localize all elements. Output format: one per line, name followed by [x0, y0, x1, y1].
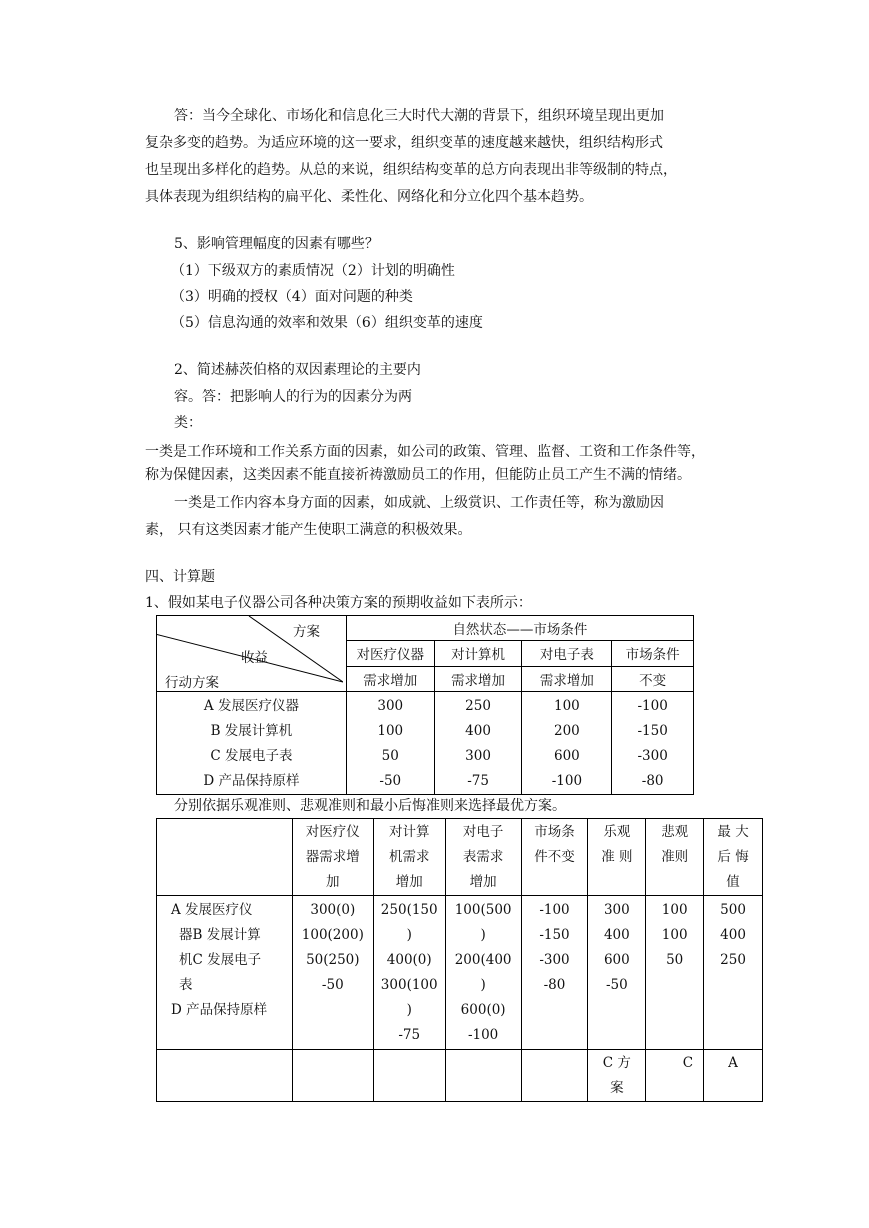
table-cell: 200(400: [454, 952, 512, 968]
table-cell: 250: [720, 952, 746, 968]
result-text: C: [682, 1055, 694, 1071]
q2-line-2: 容。答：把影响人的行为的因素分为两: [174, 389, 412, 405]
table-cell: -150: [539, 927, 570, 943]
result-text: 案: [610, 1080, 624, 1096]
corner-cell: [157, 616, 347, 692]
result-empty-cell: [373, 1050, 445, 1102]
header-text: 增加: [469, 874, 497, 890]
row-name-b: B 发展计算机: [210, 723, 293, 739]
t2-header-2: [373, 819, 445, 896]
table-cell: 100: [661, 902, 688, 918]
header-text: 对电子: [462, 824, 504, 840]
q5-item-3: （5）信息沟通的效率和效果（6）组织变革的速度: [171, 315, 483, 331]
col-header-1b: 需求增加: [346, 666, 434, 691]
row-name-d: D 产品保持原样: [203, 773, 300, 789]
table-cell: 50: [666, 952, 684, 968]
header-text: 加: [326, 874, 340, 890]
result-optimistic: [588, 1050, 646, 1102]
table-cell: ): [406, 1002, 412, 1018]
header-text: 对医疗仪: [305, 824, 360, 840]
q5-item-1: （1）下级双方的素质情况（2）计划的明确性: [171, 263, 455, 279]
t2-header-optimistic: [588, 819, 646, 896]
col4-values: [612, 692, 694, 795]
result-text: C 方: [602, 1055, 631, 1071]
q2-line-3: 类：: [174, 415, 202, 431]
row-name: A 发展医疗仪: [171, 902, 253, 918]
q2-body-1: 一类是工作环境和工作关系方面的因素，如公司的政策、管理、监督、工资和工作条件等，: [145, 444, 705, 460]
t2-col-pessimistic: [646, 896, 704, 1050]
result-regret: [704, 1050, 763, 1102]
q2-line-1: 2、简述赫茨伯格的双因素理论的主要内: [174, 362, 421, 378]
section-title: 四、计算题: [145, 569, 215, 585]
table-cell: -80: [543, 977, 566, 993]
col-header-2a: 对计算机: [434, 641, 522, 666]
table-cell: 100(200): [301, 927, 364, 943]
header-text: 表需求: [462, 849, 504, 865]
t2-col2: [373, 896, 445, 1050]
q5-title: 5、影响管理幅度的因素有哪些？: [174, 236, 379, 252]
row-name-a: A 发展医疗仪器: [203, 698, 299, 714]
table-cell: -80: [641, 773, 664, 789]
col3-values: [522, 692, 612, 795]
table-cell: 400: [720, 927, 746, 943]
col-header-3b: 需求增加: [522, 666, 612, 691]
table-cell: 400: [465, 723, 491, 739]
t2-header-regret: [704, 819, 763, 896]
row-name: 机C 发展电子: [179, 952, 262, 968]
table-cell: 250(150: [380, 902, 438, 918]
result-empty-cell: [445, 1050, 521, 1102]
table-cell: 100: [553, 698, 580, 714]
table-cell: -150: [637, 723, 668, 739]
col-header-3a: 对电子表: [522, 641, 612, 666]
table-cell: -100: [551, 773, 583, 789]
table-cell: ): [480, 927, 486, 943]
t2-col-optimistic: [588, 896, 646, 1050]
header-text: 悲观: [661, 824, 689, 840]
table-cell: -50: [605, 977, 628, 993]
t2-col-regret: [704, 896, 763, 1050]
t2-row-names: [157, 896, 293, 1050]
corner-mid-label: 收益: [241, 650, 268, 666]
table-cell: -100: [637, 698, 668, 714]
result-empty-cell: [157, 1050, 293, 1102]
t2-col4: [521, 896, 588, 1050]
state-header: 自然状态——市场条件: [346, 616, 693, 641]
col2-values: [434, 692, 522, 795]
result-empty-cell: [292, 1050, 373, 1102]
table-cell: -300: [539, 952, 570, 968]
t2-col3: [445, 896, 521, 1050]
col-header-4b: 不变: [612, 666, 694, 691]
table-cell: 600(0): [460, 1002, 506, 1018]
row-name: 器B 发展计算: [179, 927, 261, 943]
header-text: 值: [726, 874, 740, 890]
header-text: 乐观: [603, 824, 631, 840]
header-text: 增加: [395, 874, 423, 890]
table-cell: ): [406, 927, 412, 943]
table-cell: -75: [398, 1027, 421, 1043]
q2-body-2: 称为保健因素，这类因素不能直接祈祷激励员工的作用，但能防止员工产生不满的情绪。: [145, 467, 691, 483]
table-cell: 400: [603, 927, 630, 943]
col-header-1a: 对医疗仪器: [346, 641, 434, 666]
row-names-cell: [157, 692, 347, 795]
table-cell: -300: [637, 748, 668, 764]
para1-line-2: 复杂多变的趋势。为适应环境的这一要求，组织变革的速度越来越快，组织结构形式: [145, 135, 663, 151]
table-cell: 100: [661, 927, 688, 943]
header-text: 器需求增: [305, 849, 360, 865]
corner-top-label: 方案: [293, 624, 320, 640]
table-cell: 400(0): [386, 952, 432, 968]
table-cell: 300(0): [310, 902, 356, 918]
q2-body-3: 一类是工作内容本身方面的因素，如成就、上级赏识、工作责任等，称为激励因: [174, 495, 664, 511]
t2-header-1: [292, 819, 373, 896]
table-cell: 200: [553, 723, 580, 739]
table-cell: 100(500: [454, 902, 512, 918]
table-cell: 300(100: [380, 977, 438, 993]
header-text: 机需求: [388, 849, 430, 865]
table-cell: -50: [379, 773, 402, 789]
table-cell: -100: [539, 902, 570, 918]
col-header-4a: 市场条件: [612, 641, 694, 666]
table-cell: 300: [603, 902, 630, 918]
para1-line-1: 答：当今全球化、市场化和信息化三大时代大潮的背景下，组织环境呈现出更加: [174, 108, 664, 124]
row-name: D 产品保持原样: [171, 1002, 268, 1018]
header-text: 对计算: [388, 824, 430, 840]
header-text: 准则: [661, 849, 689, 865]
header-text: 市场条: [534, 824, 575, 840]
calc1-intro: 1、假如某电子仪器公司各种决策方案的预期收益如下表所示：: [145, 595, 532, 611]
t2-header-pessimistic: [646, 819, 704, 896]
col-header-2b: 需求增加: [434, 666, 522, 691]
table-cell: 600: [553, 748, 580, 764]
header-text: 准 则: [601, 849, 633, 865]
table-cell: 600: [603, 952, 630, 968]
table-cell: 500: [720, 902, 746, 918]
result-empty-cell: [521, 1050, 588, 1102]
criteria-note: 分别依据乐观准则、悲观准则和最小后悔准则来选择最优方案。: [174, 798, 566, 814]
table-cell: 250: [465, 698, 491, 714]
table-cell: -50: [321, 977, 344, 993]
row-name: 表: [179, 977, 193, 993]
q2-body-4: 素， 只有这类因素才能产生使职工满意的积极效果。: [145, 522, 472, 538]
table-cell: 50(250): [306, 952, 360, 968]
row-name-c: C 发展电子表: [210, 748, 293, 764]
q5-item-2: （3）明确的授权（4）面对问题的种类: [171, 289, 413, 305]
para1-line-4: 具体表现为组织结构的扁平化、柔性化、网络化和分立化四个基本趋势。: [145, 189, 593, 205]
table-cell: -75: [467, 773, 489, 789]
payoff-table: [156, 615, 694, 795]
table-cell: -100: [467, 1027, 499, 1043]
table-cell: 300: [465, 748, 491, 764]
result-text: A: [728, 1055, 738, 1071]
header-empty-cell: [157, 819, 293, 896]
corner-bottom-label: 行动方案: [165, 675, 219, 691]
table-cell: 300: [377, 698, 404, 714]
header-text: 后 悔: [717, 849, 749, 865]
header-text: 件不变: [534, 849, 575, 865]
t2-col1: [292, 896, 373, 1050]
col1-values: [346, 692, 434, 795]
table-cell: 50: [381, 748, 399, 764]
table-cell: 100: [377, 723, 404, 739]
table-cell: ): [480, 977, 486, 993]
result-pessimistic: [646, 1050, 704, 1102]
header-text: 最 大: [717, 824, 749, 840]
t2-header-4: [521, 819, 588, 896]
criteria-table: [156, 818, 763, 1102]
t2-header-3: [445, 819, 521, 896]
para1-line-3: 也呈现出多样化的趋势。从总的来说，组织结构变革的总方向表现出非等级制的特点，: [145, 162, 677, 178]
